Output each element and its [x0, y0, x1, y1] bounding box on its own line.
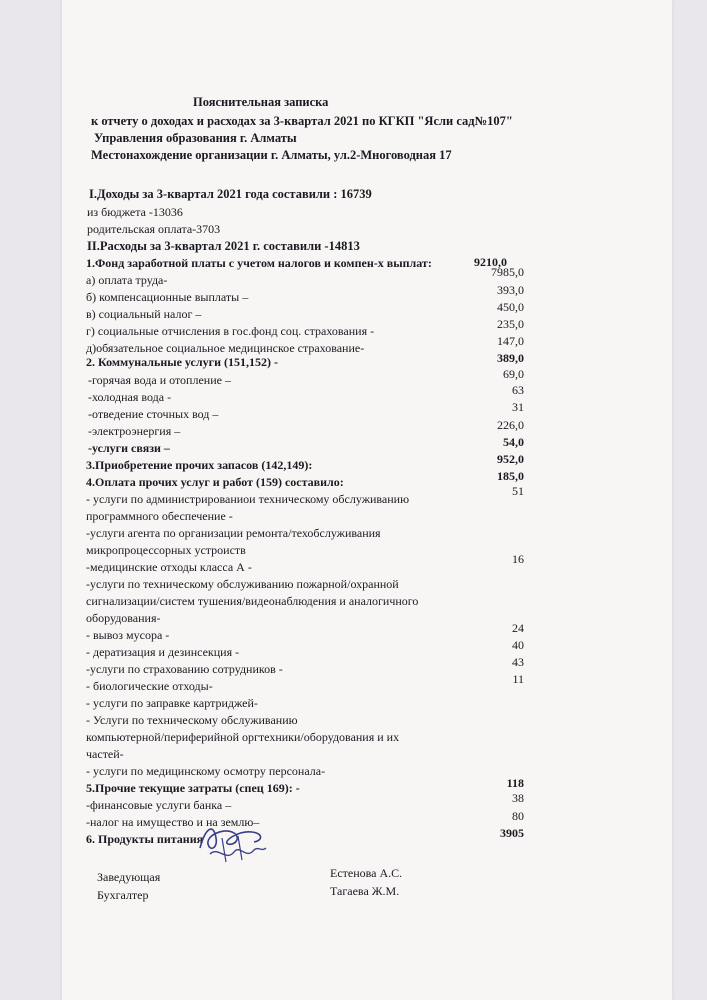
service-agent-line1: -услуги агента по организации ремонта/техобслуживания: [86, 526, 381, 540]
service-it-value: 51: [512, 484, 524, 498]
payroll-item-value: 393,0: [497, 283, 524, 297]
other-bank: -финансовые услуги банка –: [86, 798, 232, 812]
service-pest-value: 40: [512, 638, 524, 652]
other-tax: -налог на имущество и на землю–: [86, 815, 260, 829]
department: Управления образования г. Алматы: [94, 131, 297, 145]
food-total: 3905: [500, 826, 524, 840]
accountant-name: Тагаева Ж.М.: [330, 884, 400, 898]
utility-item-label: -электроэнергия –: [88, 424, 181, 438]
utility-comms-label: -услуги связи –: [88, 441, 170, 455]
accountant-role: Бухгалтер: [97, 888, 149, 902]
payroll-heading: 1.Фонд заработной платы с учетом налогов и компен-х выплат:: [86, 256, 432, 270]
service-cartridge: - услуги по заправке картриджей-: [86, 696, 258, 710]
service-trash: - вывоз мусора -: [86, 628, 170, 642]
income-heading: I.Доходы за 3-квартал 2021 года составили : 16739: [89, 187, 372, 201]
service-insurance-value: 43: [512, 655, 524, 669]
supplies-heading: 3.Приобретение прочих запасов (142,149):: [86, 458, 313, 472]
food-heading: 6. Продукты питания: [86, 832, 204, 846]
service-medexam: - услуги по медицинскому осмотру персонала-: [86, 764, 326, 778]
service-bio-value: 11: [512, 672, 524, 686]
payroll-total: 9210,0: [474, 255, 507, 269]
utility-item-label: -отведение сточных вод –: [88, 407, 219, 421]
payroll-item-label: а) оплата труда-: [86, 273, 168, 287]
utilities-total: 389,0: [497, 351, 524, 365]
service-it-line2: программного обеспечение -: [86, 509, 233, 523]
payroll-item-value: 450,0: [497, 300, 524, 314]
payroll-item-value: 235,0: [497, 317, 524, 331]
service-medwaste-value: 16: [512, 552, 524, 566]
payroll-item-label: б) компенсационные выплаты –: [86, 290, 249, 304]
services-heading: 4.Оплата прочих услуг и работ (159) составило:: [86, 475, 344, 489]
utility-item-value: 31: [512, 400, 524, 414]
service-insurance: -услуги по страхованию сотрудников -: [86, 662, 283, 676]
utility-item-label: -холодная вода -: [88, 390, 172, 404]
service-medwaste: -медицинские отходы класса А -: [86, 560, 252, 574]
expenses-heading: II.Расходы за 3-квартал 2021 г. составили -14813: [87, 239, 360, 253]
payroll-item-label: д)обязательное социальное медицинское страхование-: [86, 341, 365, 355]
location: Местонахождение организации г. Алматы, ул.2-Многоводная 17: [91, 148, 452, 162]
service-fire-line2: сигнализации/систем тушения/видеонаблюдения и аналогичного: [86, 594, 419, 608]
service-agent-line2: микропроцессорных устроиств: [86, 543, 246, 557]
handwritten-signature: [192, 818, 272, 868]
other-bank-value: 38: [512, 791, 524, 805]
service-pc-line2: компьютерной/периферийной оргтехники/оборудования и их: [86, 730, 400, 744]
service-it-line1: - услуги по администрированиои техническому обслуживанию: [86, 492, 410, 506]
services-total: 185,0: [497, 469, 524, 483]
payroll-item-value: 147,0: [497, 334, 524, 348]
payroll-item-label: в) социальный налог –: [86, 307, 202, 321]
utility-item-value: 63: [512, 383, 524, 397]
utility-item-label: -горячая вода и отопление –: [88, 373, 231, 387]
service-bio: - биологические отходы-: [86, 679, 213, 693]
payroll-item-value: 7985,0: [491, 265, 524, 279]
report-subject: к отчету о доходах и расходах за 3-квартал 2021 по КГКП "Ясли сад№107": [91, 114, 513, 128]
utility-item-value: 226,0: [497, 418, 524, 432]
service-pc-line3: частей-: [86, 747, 124, 761]
income-parents: родительская оплата-3703: [87, 222, 221, 236]
utility-comms-value: 54,0: [503, 435, 524, 449]
income-budget: из бюджета -13036: [87, 205, 183, 219]
service-pc-line1: - Услуги по техническому обслуживанию: [86, 713, 298, 727]
utilities-heading: 2. Коммунальные услуги (151,152) -: [86, 355, 278, 369]
head-role: Заведующая: [97, 870, 161, 884]
supplies-total: 952,0: [497, 452, 524, 466]
service-fire-line1: -услуги по техническому обслуживанию пожарной/охранной: [86, 577, 399, 591]
other-heading: 5.Прочие текущие затраты (спец 169): -: [86, 781, 300, 795]
other-total: 118: [506, 776, 524, 790]
service-trash-value: 24: [512, 621, 524, 635]
service-fire-line3: оборудования-: [86, 611, 161, 625]
utility-item-value: 69,0: [503, 367, 524, 381]
other-tax-value: 80: [512, 809, 524, 823]
payroll-item-label: г) социальные отчисления в гос.фонд соц. страхования -: [86, 324, 375, 338]
head-name: Естенова А.С.: [330, 866, 403, 880]
document-title: Пояснительная записка: [193, 95, 329, 109]
service-pest: - дератизация и дезинсекция -: [86, 645, 240, 659]
